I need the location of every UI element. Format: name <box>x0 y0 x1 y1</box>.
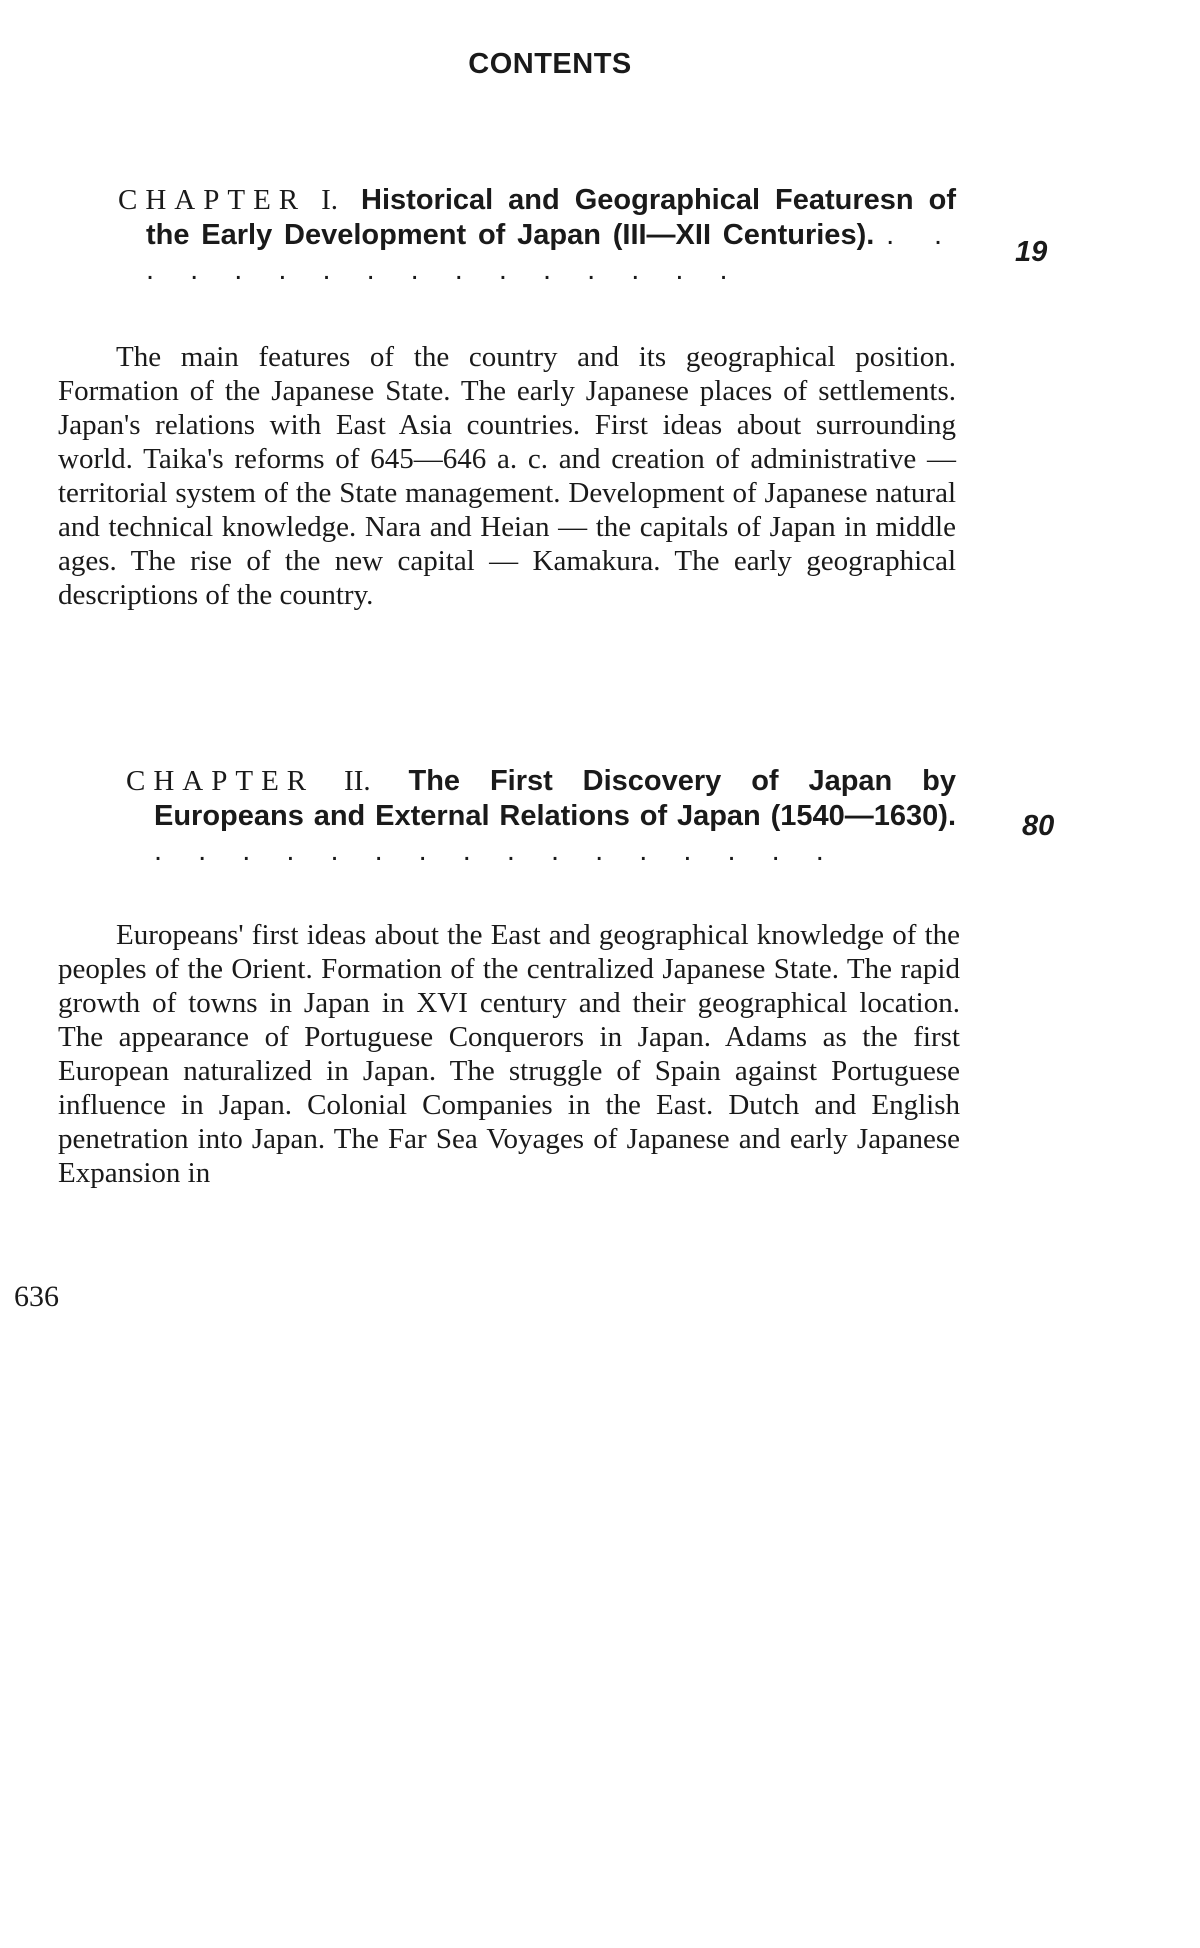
chapter-label: CHAPTER <box>118 184 307 216</box>
page-heading: CONTENTS <box>468 48 632 80</box>
chapter-entry-1 <box>118 183 956 288</box>
chapter-page-number-1: 19 <box>1015 236 1048 268</box>
chapter-heading-1 <box>118 183 956 288</box>
dot-leader: . . . . . . . . . . . . . . . . <box>146 219 957 286</box>
chapter-heading-2 <box>126 764 956 869</box>
chapter-summary-1: The main features of the country and its geographical position. Formation of the Japanese State. The early Japanese places of settlements. Japan's relations with East Asia countries. First ideas about surrounding world. Taika's reforms of 645—646 a. c. and creation of administrative — territorial system of the State management. Development of Japanese natural and technical knowledge. Nara and Heian — the capitals of Japan in middle ages. The rise of the new capital — Kamakura. The early geographical descriptions of the country. <box>58 341 956 611</box>
chapter-title: The First Discovery of Japan by Europeans and External Relations of Japan (1540—1630). <box>154 765 956 832</box>
dot-leader: . . . . . . . . . . . . . . . . <box>154 835 838 867</box>
page-number: 636 <box>14 1280 59 1313</box>
chapter-label: CHAPTER <box>126 765 315 797</box>
chapter-page-number-2: 80 <box>1022 810 1055 842</box>
chapter-number: II. <box>344 765 371 797</box>
chapter-number: I. <box>321 184 339 216</box>
chapter-entry-2 <box>126 764 956 869</box>
chapter-summary-2: Europeans' first ideas about the East and geographical knowledge of the peoples of the Orient. Formation of the centralized Japanese State. The rapid growth of towns in Japan in XVI century and their geographical location. The appearance of Portuguese Conquerors in Japan. Adams as the first European naturalized in Japan. The struggle of Spain against Portuguese influence in Japan. Colonial Companies in the East. Dutch and English penetration into Japan. The Far Sea Voyages of Japanese and early Japanese Expansion in <box>58 919 960 1189</box>
chapter-title: Historical and Geographical Featuresn of the Early Development of Japan (III—XII Centuries). <box>146 184 956 251</box>
